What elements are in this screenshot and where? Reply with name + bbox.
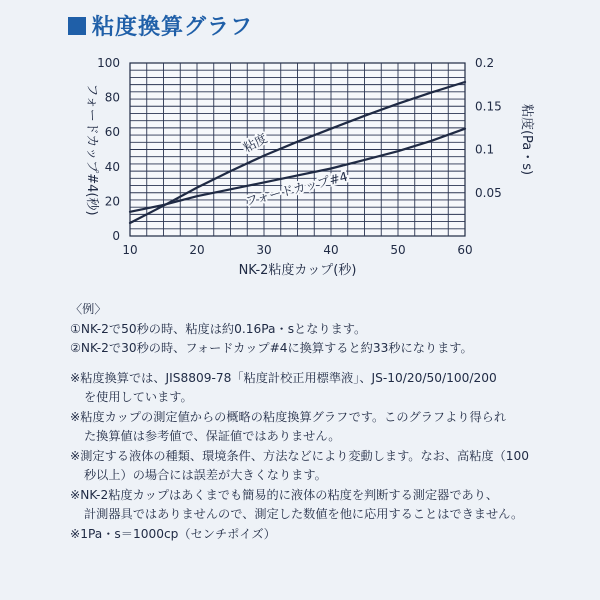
remark-2-line-2: た換算値は参考値で、保証値ではありません。 [84, 429, 341, 443]
series-label-viscosity: 粘度 [240, 130, 270, 156]
y-left-tick-label: 40 [104, 159, 120, 174]
x-tick-label: 10 [122, 243, 138, 257]
y-right-axis-label: 粘度(Pa・s) [519, 103, 534, 176]
example-heading: 〈例〉 [70, 302, 107, 316]
y-right-tick-label: 0.15 [475, 99, 502, 114]
y-left-tick-label: 20 [104, 194, 120, 209]
x-tick-label: 50 [390, 243, 406, 257]
x-tick-label: 20 [189, 243, 205, 257]
remark-4-line-2: 計測器具ではありませんので、測定した数値を他に応用することはできません。 [84, 507, 524, 521]
y-left-tick-label: 100 [97, 56, 120, 70]
remark-5-line-1: ※1Pa・s＝1000cp（センチポイズ） [70, 526, 276, 541]
y-right-tick-label: 0.1 [475, 142, 495, 157]
series-label-fordcup: フォードカップ#4 [243, 168, 350, 209]
remark-3-line-2: 秒以上）の場合には誤差が大きくなります。 [84, 468, 327, 482]
y-left-tick-label: 80 [104, 90, 120, 105]
y-right-tick-label: 0.2 [475, 56, 495, 70]
y-left-axis-label: フォードカップ#4(秒) [84, 83, 99, 216]
remark-2-line-1: ※粘度カップの測定値からの概略の粘度換算グラフです。このグラフより得られ [70, 409, 507, 424]
y-left-tick-label: 0 [112, 229, 120, 243]
y-left-tick-label: 60 [104, 125, 120, 140]
notes-section [70, 300, 590, 544]
x-tick-label: 40 [323, 243, 339, 257]
page-title-text: 粘度換算グラフ [92, 15, 254, 40]
remark-1-line-1: ※粘度換算では、JIS8809-78「粘度計校正用標準液」、JS-10/20/50/100/200 [70, 370, 497, 385]
remark-1-line-2: を使用しています。 [84, 390, 193, 404]
example-2: ②NK-2で30秒の時、フォードカップ#4に換算すると約33秒になります。 [70, 341, 473, 355]
x-tick-label: 60 [457, 243, 473, 257]
example-1: ①NK-2で50秒の時、粘度は約0.16Pa・sとなります。 [70, 321, 367, 336]
x-tick-label: 30 [256, 243, 272, 257]
remark-4-line-1: ※NK-2粘度カップはあくまでも簡易的に液体の粘度を判断する測定器であり、 [70, 487, 499, 502]
x-axis-label: NK-2粘度カップ(秒) [238, 263, 357, 278]
remark-3-line-1: ※測定する液体の種類、環境条件、方法などにより変動します。なお、高粘度（100 [70, 448, 530, 463]
y-right-tick-label: 0.05 [475, 185, 502, 200]
